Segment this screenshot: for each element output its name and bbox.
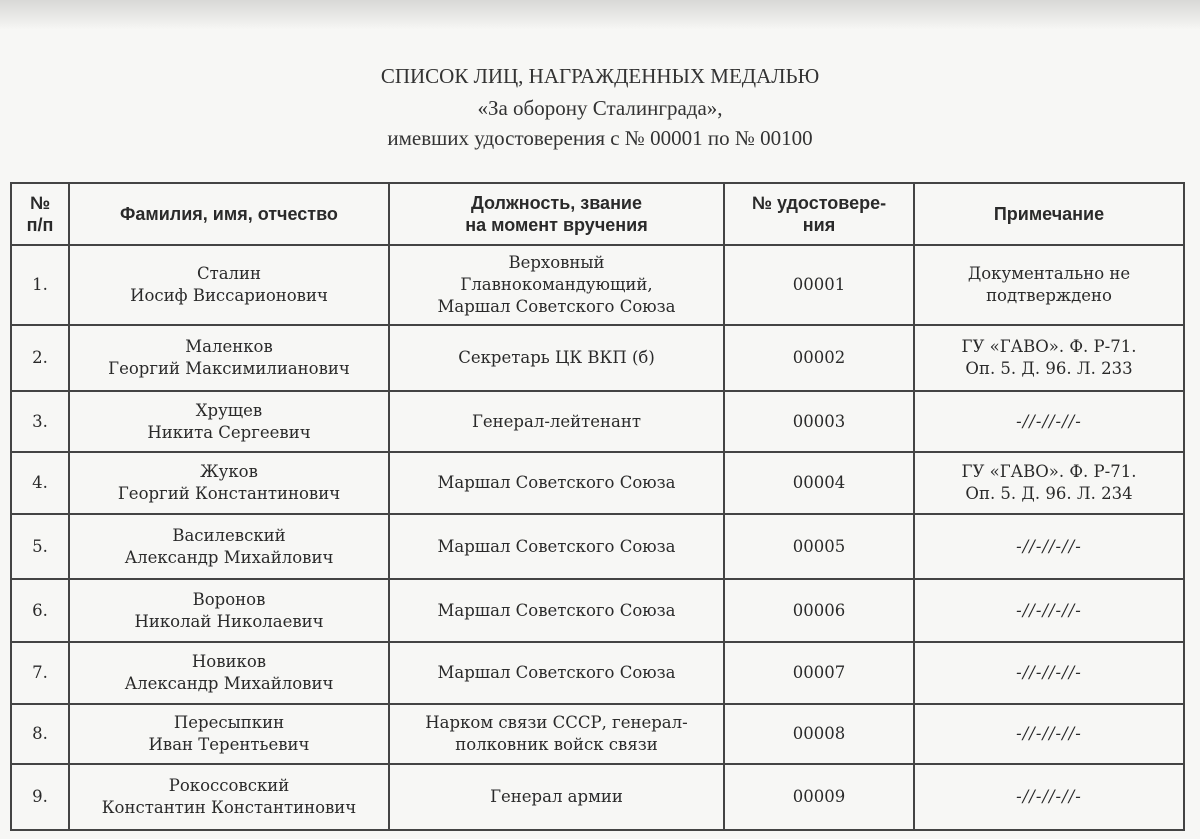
note-line: ГУ «ГАВО». Ф. Р-71. [961,337,1137,356]
row-num [11,391,69,452]
note-line: Оп. 5. Д. 96. Л. 234 [965,484,1133,503]
header-cert-line2: ния [802,215,836,235]
note-line: Оп. 5. Д. 96. Л. 233 [965,359,1133,378]
table-row [11,452,1184,514]
header-position-line2: на момент вручения [465,215,648,235]
table-row [11,514,1184,579]
row-num [11,579,69,642]
position [389,245,724,325]
header-num-line1: № [29,193,51,213]
note [914,245,1184,325]
full-name [69,642,389,704]
given: Александр Михайлович [124,674,334,693]
surname: Маленков [185,337,273,356]
header-name: Фамилия, имя, отчество [69,183,389,245]
position-line: Нарком связи СССР, генерал- [425,713,688,732]
surname: Пересыпкин [173,713,285,732]
full-name [69,579,389,642]
certificate-number: 00001 [724,245,914,325]
note [914,514,1184,579]
row-num [11,642,69,704]
position-line: Маршал Советского Союза [437,663,676,682]
position-line: Секретарь ЦК ВКП (б) [458,348,655,367]
given: Георгий Максимилианович [108,359,350,378]
full-name [69,325,389,391]
surname: Воронов [192,589,266,609]
table-row [11,325,1184,391]
table-row [11,245,1184,325]
note-line: -//-//-//- [1016,600,1082,620]
position-line: Генерал-лейтенант [471,411,641,431]
position-line: Маршал Советского Союза [437,600,676,620]
row-num-line: 9. [32,787,48,806]
row-num-line: 1. [32,275,48,294]
certificate-number: 00005 [724,514,914,579]
row-num [11,514,69,579]
document-title: СПИСОК ЛИЦ, НАГРАЖДЕННЫХ МЕДАЛЬЮ [380,64,820,88]
header-cert [724,183,914,245]
awardees-table [10,182,1185,831]
note-line: ГУ «ГАВО». Ф. Р-71. [961,462,1137,481]
table-row [11,704,1184,764]
position-line: Генерал армии [490,787,623,806]
row-num [11,764,69,830]
given: Иван Терентьевич [148,735,310,754]
document-subtitle-medal: «За оборону Сталинграда», [477,96,723,120]
row-num-line: 8. [32,724,48,743]
header-note: Примечание [914,183,1184,245]
note [914,391,1184,452]
note [914,704,1184,764]
table-row [11,579,1184,642]
note [914,325,1184,391]
full-name [69,452,389,514]
full-name [69,704,389,764]
position [389,391,724,452]
full-name [69,514,389,579]
full-name [69,764,389,830]
position-line: Главнокомандующий, [460,275,653,294]
certificate-number: 00006 [724,579,914,642]
row-num-line: 5. [32,536,48,556]
full-name [69,245,389,325]
note [914,642,1184,704]
certificate-number: 00002 [724,325,914,391]
header-position-line1: Должность, звание [470,193,643,213]
note-line: -//-//-//- [1016,536,1082,556]
position [389,704,724,764]
surname: Хрущев [195,400,263,420]
position-line: Верховный [508,253,605,272]
position [389,452,724,514]
given: Николай Николаевич [134,611,324,631]
row-num-line: 3. [32,411,48,431]
scan-shadow [0,0,1200,30]
position-line: полковник войск связи [455,735,658,754]
position [389,642,724,704]
given: Георгий Константинович [117,484,341,503]
document-subtitle-range: имевших удостоверения с № 00001 по № 00100 [387,126,813,150]
note-line: -//-//-//- [1016,787,1082,806]
row-num-line: 2. [32,348,48,367]
position-line: Маршал Советского Союза [437,473,676,492]
position-line: Маршал Советского Союза [437,297,676,316]
table-row [11,642,1184,704]
surname: Новиков [191,652,267,671]
row-num [11,325,69,391]
note-line: -//-//-//- [1016,724,1082,743]
given: Никита Сергеевич [147,422,311,442]
note-line: -//-//-//- [1016,411,1082,431]
table-header-row [11,183,1184,245]
row-num-line: 7. [32,663,48,682]
given: Константин Константинович [101,798,357,817]
certificate-number: 00009 [724,764,914,830]
note [914,764,1184,830]
certificate-number: 00003 [724,391,914,452]
note [914,452,1184,514]
full-name [69,391,389,452]
given: Александр Михайлович [124,547,334,567]
position [389,325,724,391]
header-num [11,183,69,245]
note-line: подтверждено [986,286,1112,305]
header-cert-line1: № удостовере- [751,193,887,213]
surname: Василевский [172,525,286,545]
position-line: Маршал Советского Союза [437,536,676,556]
certificate-number: 00007 [724,642,914,704]
position [389,764,724,830]
row-num-line: 4. [32,473,48,492]
surname: Сталин [196,264,262,283]
given: Иосиф Виссарионович [130,286,328,305]
note [914,579,1184,642]
row-num-line: 6. [32,600,48,620]
row-num [11,452,69,514]
row-num [11,245,69,325]
position [389,579,724,642]
row-num [11,704,69,764]
surname: Жуков [200,462,258,481]
position [389,514,724,579]
certificate-number: 00004 [724,452,914,514]
header-num-line2: п/п [26,215,54,235]
note-line: Документально не [967,264,1131,283]
table-row [11,764,1184,830]
note-line: -//-//-//- [1016,663,1082,682]
table-row [11,391,1184,452]
surname: Рокоссовский [168,776,290,795]
header-position [389,183,724,245]
certificate-number: 00008 [724,704,914,764]
